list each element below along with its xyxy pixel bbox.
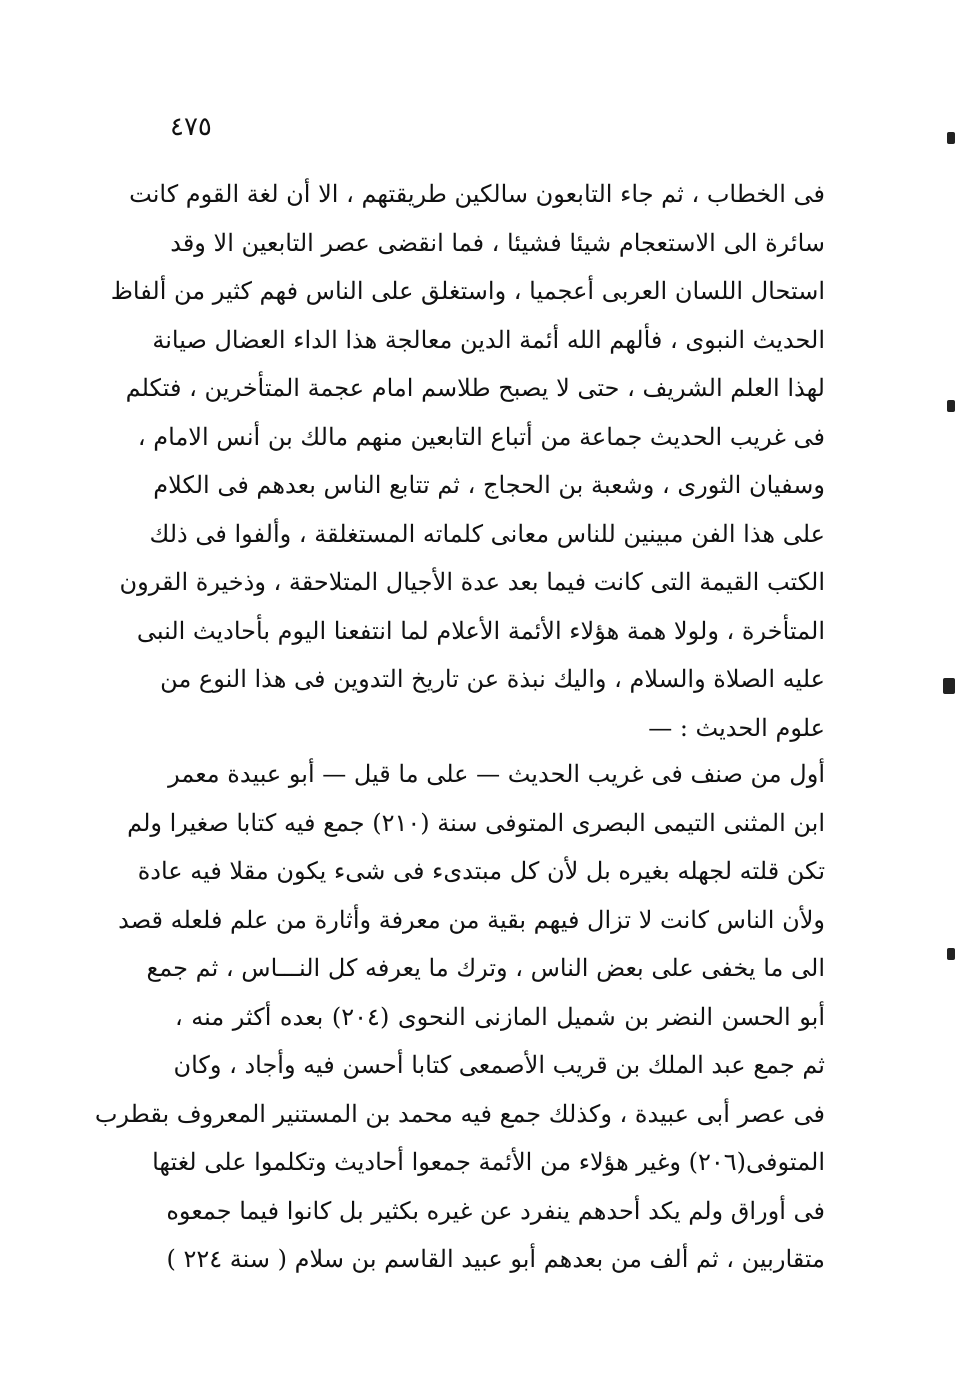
paragraph-2 (94, 750, 825, 1284)
binding-mark (947, 132, 955, 144)
page-number: ٤٧٥ (170, 112, 212, 142)
text-line: فى عصر أبى عبيدة ، وكذلك جمع فيه محمد بن المستنير المعروف بقطرب (94, 1099, 825, 1128)
text-line: عليه الصلاة والسلام ، واليك نبذة عن تاريخ التدوين فى هذا النوع من (160, 665, 825, 693)
text-line: ابن المثنى التيمى البصرى المتوفى سنة (٢١٠) جمع فيه كتابا صغيرا ولم (127, 808, 825, 837)
text-line: الكتب القيمة التى كانت فيما بعد عدة الأجيال المتلاحقة ، وذخيرة القرون (119, 568, 825, 596)
text-line: المتأخرة ، ولولا همة هؤلاء الأئمة الأعلام لما انتفعنا اليوم بأحاديث النبى (136, 616, 825, 645)
text-line: استحال اللسان العربى أعجميا ، واستغلق على الناس فهم كثير من ألفاظ (110, 277, 825, 305)
text-line: فى أوراق ولم يكد أحدهم ينفرد عن غيره بكثير بل كانوا فيما جمعوه (166, 1196, 825, 1225)
binding-mark (947, 948, 955, 960)
text-line: على هذا الفن مبينين للناس معانى كلماته المستغلقة ، وألفوا فى ذلك (149, 519, 825, 548)
text-line: متقاربين ، ثم ألف من بعدهم أبو عبيد القاسم بن سلام ( سنة ٢٢٤ ) (166, 1245, 825, 1273)
text-line: علوم الحديث : — (648, 713, 825, 742)
text-line: الى ما يخفى على بعض الناس ، وترك ما يعرفه كل النـــاس ، ثم جمع (146, 954, 825, 982)
text-line: تكن قلته لجهله بغيره بل لأن كل مبتدىء فى شىء يكون مقلا فيه عادة (137, 857, 825, 885)
text-line: وسفيان الثورى ، وشعبة بن الحجاج ، ثم تتابع الناس بعدهم فى الكلام (153, 471, 825, 499)
text-line: فى الخطاب ، ثم جاء التابعون سالكين طريقتهم ، الا أن لغة القوم كانت (129, 180, 825, 208)
binding-mark (943, 678, 955, 694)
text-line: فى غريب الحديث جماعة من أتباع التابعين منهم مالك بن أنس الامام ، (137, 422, 825, 451)
text-line: أول من صنف فى غريب الحديث — على ما قيل — أبو عبيدة معمر (168, 760, 825, 788)
text-line: المتوفى(٢٠٦) وغير هؤلاء من الأئمة جمعوا أحاديث وتكلموا على لغتها (152, 1148, 825, 1176)
paragraph-1 (110, 170, 825, 752)
text-line: ثم جمع عبد الملك بن قريب الأصمعى كتابا أحسن فيه وأجاد ، وكان (173, 1051, 825, 1079)
text-line: الحديث النبوى ، فألهم الله أئمة الدين معالجة هذا الداء العضال صيانة (152, 325, 825, 354)
text-line: ولأن الناس كانت لا تزال فيهم بقية من معرفة وأثارة من علم فلعله قصد (118, 905, 825, 934)
text-line: سائرة الى الاستعجام شيئا فشيئا ، فما انقضى عصر التابعين الا وقد (170, 228, 825, 257)
binding-mark (947, 400, 955, 412)
text-line: أبو الحسن النضر بن شميل المازنى النحوى (٢٠٤) بعده أكثر منه ، (175, 1002, 825, 1031)
text-line: لهذا العلم الشريف ، حتى لا يصبح طلاسم امام عجمة المتأخرين ، فتكلم (125, 374, 825, 402)
